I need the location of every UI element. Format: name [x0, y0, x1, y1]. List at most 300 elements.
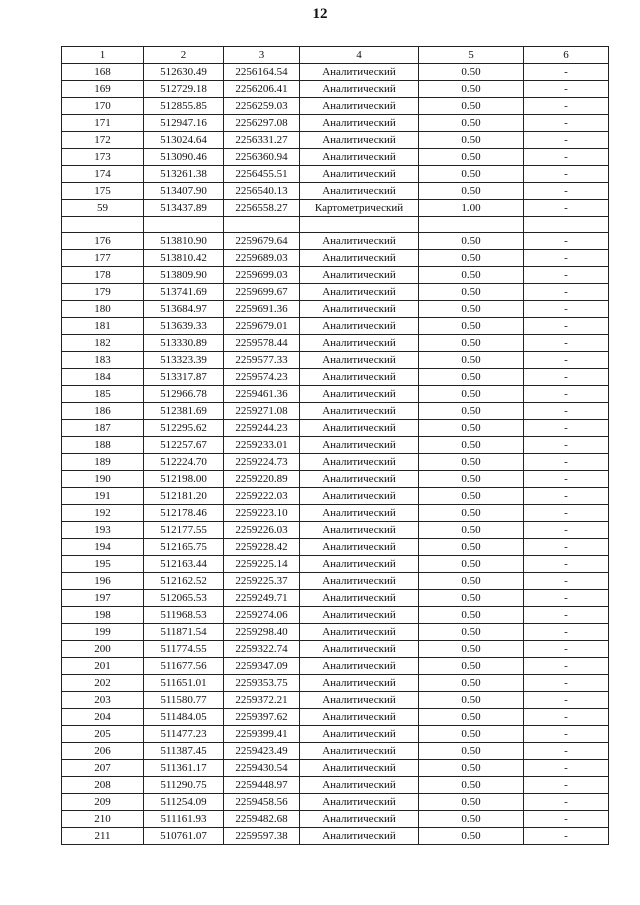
table-row	[62, 233, 609, 250]
table-cell: Аналитический	[300, 115, 419, 132]
table-cell: Аналитический	[300, 658, 419, 675]
table-cell: -	[524, 233, 609, 250]
table-cell	[62, 217, 144, 233]
table-cell: -	[524, 403, 609, 420]
table-cell: Аналитический	[300, 64, 419, 81]
table-cell: 512065.53	[144, 590, 224, 607]
table-cell: Аналитический	[300, 590, 419, 607]
table-cell: Аналитический	[300, 726, 419, 743]
table-cell: 0.50	[419, 318, 524, 335]
table-cell: 2259699.67	[224, 284, 300, 301]
table-cell: 2259228.42	[224, 539, 300, 556]
table-cell: Аналитический	[300, 352, 419, 369]
table-cell: 512257.67	[144, 437, 224, 454]
table-cell: Аналитический	[300, 250, 419, 267]
table-row	[62, 726, 609, 743]
table-cell: -	[524, 573, 609, 590]
table-cell: -	[524, 675, 609, 692]
table-row	[62, 267, 609, 284]
table-cell: 182	[62, 335, 144, 352]
table-cell: -	[524, 760, 609, 777]
table-cell: 0.50	[419, 556, 524, 573]
table-cell: 513810.90	[144, 233, 224, 250]
table-cell: 200	[62, 641, 144, 658]
table-cell: 513090.46	[144, 149, 224, 166]
table-cell: 512630.49	[144, 64, 224, 81]
table-cell: -	[524, 437, 609, 454]
table-row	[62, 437, 609, 454]
table-cell: 513639.33	[144, 318, 224, 335]
table-cell: 0.50	[419, 437, 524, 454]
table-cell: 0.50	[419, 777, 524, 794]
table-cell	[419, 217, 524, 233]
table-cell: 2259222.03	[224, 488, 300, 505]
table-cell: 513407.90	[144, 183, 224, 200]
table-cell: Аналитический	[300, 437, 419, 454]
table-cell: -	[524, 488, 609, 505]
table-cell: -	[524, 709, 609, 726]
table-row	[62, 488, 609, 505]
table-cell: 512163.44	[144, 556, 224, 573]
table-cell: 0.50	[419, 81, 524, 98]
table-cell	[224, 217, 300, 233]
table-cell: 2259224.73	[224, 454, 300, 471]
table-cell: Аналитический	[300, 573, 419, 590]
table-cell: Аналитический	[300, 522, 419, 539]
table-cell: 211	[62, 828, 144, 845]
table-row	[62, 132, 609, 149]
table-cell: 0.50	[419, 607, 524, 624]
table-cell: 512177.55	[144, 522, 224, 539]
table-cell: Аналитический	[300, 284, 419, 301]
table-cell: 513317.87	[144, 369, 224, 386]
table-cell: 2259397.62	[224, 709, 300, 726]
table-cell: -	[524, 267, 609, 284]
table-cell: 0.50	[419, 573, 524, 590]
table-cell: 2259244.23	[224, 420, 300, 437]
table-cell: Аналитический	[300, 183, 419, 200]
table-cell: 0.50	[419, 98, 524, 115]
table-cell: 184	[62, 369, 144, 386]
table-body	[62, 64, 609, 845]
table-cell: 2259372.21	[224, 692, 300, 709]
table-row	[62, 505, 609, 522]
table-cell: -	[524, 200, 609, 217]
table-cell: 0.50	[419, 471, 524, 488]
table-row	[62, 250, 609, 267]
table-row	[62, 811, 609, 828]
table-cell: 511774.55	[144, 641, 224, 658]
table-cell: 188	[62, 437, 144, 454]
table-cell: 513810.42	[144, 250, 224, 267]
table-row	[62, 539, 609, 556]
table-cell: 0.50	[419, 811, 524, 828]
table-cell: 0.50	[419, 301, 524, 318]
table-cell: Аналитический	[300, 471, 419, 488]
table-cell: 0.50	[419, 369, 524, 386]
table-cell: -	[524, 420, 609, 437]
table-row	[62, 420, 609, 437]
table-cell: 0.50	[419, 624, 524, 641]
table-cell: Аналитический	[300, 709, 419, 726]
table-cell: Аналитический	[300, 811, 419, 828]
table-cell: 2259691.36	[224, 301, 300, 318]
table-cell: 2259220.89	[224, 471, 300, 488]
table-cell: 0.50	[419, 166, 524, 183]
table-cell: 0.50	[419, 590, 524, 607]
table-cell: 2259225.37	[224, 573, 300, 590]
table-cell	[524, 217, 609, 233]
table-cell: 512966.78	[144, 386, 224, 403]
table-cell: 511968.53	[144, 607, 224, 624]
table-cell: -	[524, 318, 609, 335]
table-cell: -	[524, 505, 609, 522]
table-cell: 0.50	[419, 709, 524, 726]
table-cell: Аналитический	[300, 149, 419, 166]
table-cell: -	[524, 132, 609, 149]
table-cell: 2259577.33	[224, 352, 300, 369]
table-cell: 189	[62, 454, 144, 471]
table-cell: -	[524, 692, 609, 709]
table-cell: Аналитический	[300, 607, 419, 624]
table-row	[62, 624, 609, 641]
table-cell: 0.50	[419, 352, 524, 369]
table-cell: 512855.85	[144, 98, 224, 115]
table-cell: 512198.00	[144, 471, 224, 488]
table-cell: 511254.09	[144, 794, 224, 811]
table-cell: 0.50	[419, 115, 524, 132]
table-cell: 192	[62, 505, 144, 522]
table-cell: 2259233.01	[224, 437, 300, 454]
table-cell: 0.50	[419, 505, 524, 522]
table-cell: 0.50	[419, 726, 524, 743]
column-header: 2	[144, 47, 224, 64]
table-cell: -	[524, 98, 609, 115]
table-cell: 171	[62, 115, 144, 132]
table-cell: Аналитический	[300, 335, 419, 352]
table-cell: 2256297.08	[224, 115, 300, 132]
table-cell: 173	[62, 149, 144, 166]
table-cell: 207	[62, 760, 144, 777]
table-row	[62, 471, 609, 488]
table-cell: 513024.64	[144, 132, 224, 149]
table-cell: 2259430.54	[224, 760, 300, 777]
table-cell: 512295.62	[144, 420, 224, 437]
table-cell: -	[524, 454, 609, 471]
table-cell: 511161.93	[144, 811, 224, 828]
table-row	[62, 522, 609, 539]
table-row	[62, 149, 609, 166]
table-cell: -	[524, 641, 609, 658]
table-cell: 208	[62, 777, 144, 794]
table-cell: 511677.56	[144, 658, 224, 675]
table-cell: -	[524, 811, 609, 828]
table-cell: 2256259.03	[224, 98, 300, 115]
table-row	[62, 590, 609, 607]
table-cell: -	[524, 624, 609, 641]
table-cell: 177	[62, 250, 144, 267]
table-cell: -	[524, 726, 609, 743]
table-cell: 2259597.38	[224, 828, 300, 845]
table-cell: -	[524, 301, 609, 318]
table-cell: Аналитический	[300, 777, 419, 794]
table-cell: Аналитический	[300, 386, 419, 403]
coordinates-table	[61, 46, 609, 845]
table-cell: Аналитический	[300, 454, 419, 471]
table-cell: 513741.69	[144, 284, 224, 301]
table-cell: 512178.46	[144, 505, 224, 522]
table-cell: -	[524, 64, 609, 81]
table-cell: 0.50	[419, 250, 524, 267]
table-cell: 2259578.44	[224, 335, 300, 352]
table-cell: 0.50	[419, 454, 524, 471]
table-cell: -	[524, 522, 609, 539]
table-cell: 0.50	[419, 641, 524, 658]
table-cell: 186	[62, 403, 144, 420]
table-cell: 512729.18	[144, 81, 224, 98]
table-cell: 198	[62, 607, 144, 624]
table-cell: Картометрический	[300, 200, 419, 217]
table-cell: -	[524, 556, 609, 573]
table-cell: 168	[62, 64, 144, 81]
table-cell: -	[524, 658, 609, 675]
table-header-row	[62, 47, 609, 64]
table-row	[62, 301, 609, 318]
table-row	[62, 709, 609, 726]
table-cell: -	[524, 828, 609, 845]
table-row	[62, 641, 609, 658]
table-cell: 0.50	[419, 149, 524, 166]
table-cell: Аналитический	[300, 539, 419, 556]
table-cell: 2259353.75	[224, 675, 300, 692]
table-cell: 59	[62, 200, 144, 217]
table-cell: 2256206.41	[224, 81, 300, 98]
table-cell: 512181.20	[144, 488, 224, 505]
table-cell: 2259679.01	[224, 318, 300, 335]
table-cell: 2259322.74	[224, 641, 300, 658]
table-cell: 0.50	[419, 64, 524, 81]
table-cell: -	[524, 183, 609, 200]
table-row	[62, 183, 609, 200]
table-cell: -	[524, 777, 609, 794]
table-cell: 2256164.54	[224, 64, 300, 81]
table-row	[62, 64, 609, 81]
table-cell: 183	[62, 352, 144, 369]
table-cell: 511361.17	[144, 760, 224, 777]
table-cell: 206	[62, 743, 144, 760]
table-cell: -	[524, 471, 609, 488]
table-row	[62, 98, 609, 115]
table-cell: 511387.45	[144, 743, 224, 760]
table-row	[62, 115, 609, 132]
table-cell: 2259448.97	[224, 777, 300, 794]
table-cell: 0.50	[419, 488, 524, 505]
table-cell: -	[524, 149, 609, 166]
table-cell: 2259226.03	[224, 522, 300, 539]
table-row	[62, 794, 609, 811]
table-cell: 2256540.13	[224, 183, 300, 200]
table-cell: 179	[62, 284, 144, 301]
table-cell: 512224.70	[144, 454, 224, 471]
table-cell: 512165.75	[144, 539, 224, 556]
table-cell: 2256558.27	[224, 200, 300, 217]
table-cell: Аналитический	[300, 420, 419, 437]
table-row	[62, 403, 609, 420]
table-row	[62, 454, 609, 471]
table-cell: 513437.89	[144, 200, 224, 217]
table-cell: -	[524, 590, 609, 607]
table-cell: 194	[62, 539, 144, 556]
table-cell: 512381.69	[144, 403, 224, 420]
table-row	[62, 166, 609, 183]
table-cell: 0.50	[419, 183, 524, 200]
table-cell: Аналитический	[300, 743, 419, 760]
table-row	[62, 658, 609, 675]
table-cell: 0.50	[419, 675, 524, 692]
table-row	[62, 556, 609, 573]
table-cell: 176	[62, 233, 144, 250]
table-cell: 2256455.51	[224, 166, 300, 183]
table-cell: 195	[62, 556, 144, 573]
table-cell: 513684.97	[144, 301, 224, 318]
table-cell: Аналитический	[300, 318, 419, 335]
table-cell: 0.50	[419, 284, 524, 301]
table-cell: 169	[62, 81, 144, 98]
table-cell: 511484.05	[144, 709, 224, 726]
table-cell: 0.50	[419, 386, 524, 403]
table-cell: 1.00	[419, 200, 524, 217]
table-cell: 510761.07	[144, 828, 224, 845]
table-cell: 2256331.27	[224, 132, 300, 149]
table-cell: 2259458.56	[224, 794, 300, 811]
table-cell: 2259298.40	[224, 624, 300, 641]
table-cell: 178	[62, 267, 144, 284]
table-cell: 174	[62, 166, 144, 183]
table-cell: 204	[62, 709, 144, 726]
table-row	[62, 217, 609, 233]
table-cell: 0.50	[419, 658, 524, 675]
table-row	[62, 369, 609, 386]
table-cell: 513330.89	[144, 335, 224, 352]
table-cell: Аналитический	[300, 98, 419, 115]
table-cell: 197	[62, 590, 144, 607]
table-cell: 2259574.23	[224, 369, 300, 386]
table-cell: 511580.77	[144, 692, 224, 709]
table-cell: 205	[62, 726, 144, 743]
table-cell: -	[524, 81, 609, 98]
table-cell: -	[524, 539, 609, 556]
column-header: 1	[62, 47, 144, 64]
table-row	[62, 335, 609, 352]
table-cell: -	[524, 335, 609, 352]
table-cell: Аналитический	[300, 624, 419, 641]
table-row	[62, 200, 609, 217]
table-cell: Аналитический	[300, 81, 419, 98]
table-cell: 175	[62, 183, 144, 200]
table-cell: Аналитический	[300, 403, 419, 420]
table-cell: 0.50	[419, 743, 524, 760]
table-row	[62, 386, 609, 403]
table-cell: 2259347.09	[224, 658, 300, 675]
table-cell: 2259274.06	[224, 607, 300, 624]
table-cell	[144, 217, 224, 233]
table-cell: 0.50	[419, 760, 524, 777]
column-header: 5	[419, 47, 524, 64]
table-cell: 0.50	[419, 794, 524, 811]
table-cell: 511290.75	[144, 777, 224, 794]
table-cell: -	[524, 352, 609, 369]
table-row	[62, 760, 609, 777]
table-cell: Аналитический	[300, 641, 419, 658]
table-cell: 2259699.03	[224, 267, 300, 284]
table-cell: 2259249.71	[224, 590, 300, 607]
table-cell: 513261.38	[144, 166, 224, 183]
table-cell: 2259689.03	[224, 250, 300, 267]
table-cell: 210	[62, 811, 144, 828]
table-cell: -	[524, 284, 609, 301]
table-cell: 2259223.10	[224, 505, 300, 522]
table-cell: 2259225.14	[224, 556, 300, 573]
table-cell: -	[524, 743, 609, 760]
table-cell: Аналитический	[300, 369, 419, 386]
table-cell: 2259679.64	[224, 233, 300, 250]
table-cell: 199	[62, 624, 144, 641]
table-cell: 185	[62, 386, 144, 403]
table-cell	[300, 217, 419, 233]
table-cell: -	[524, 250, 609, 267]
table-row	[62, 573, 609, 590]
table-cell: Аналитический	[300, 505, 419, 522]
table-cell: -	[524, 794, 609, 811]
table-cell: 511477.23	[144, 726, 224, 743]
table-cell: 191	[62, 488, 144, 505]
table-cell: 511871.54	[144, 624, 224, 641]
table-cell: 203	[62, 692, 144, 709]
table-cell: 2259399.41	[224, 726, 300, 743]
table-row	[62, 81, 609, 98]
table-cell: Аналитический	[300, 760, 419, 777]
table-row	[62, 607, 609, 624]
table-row	[62, 777, 609, 794]
table-cell: 0.50	[419, 539, 524, 556]
table-cell: 193	[62, 522, 144, 539]
table-cell: 0.50	[419, 522, 524, 539]
table-cell: 2259461.36	[224, 386, 300, 403]
table-cell: 511651.01	[144, 675, 224, 692]
table-cell: 172	[62, 132, 144, 149]
table-cell: -	[524, 607, 609, 624]
table-cell: 2259482.68	[224, 811, 300, 828]
table-cell: 0.50	[419, 132, 524, 149]
column-header: 3	[224, 47, 300, 64]
table-row	[62, 743, 609, 760]
table-cell: 0.50	[419, 692, 524, 709]
table-cell: 0.50	[419, 335, 524, 352]
table-cell: 513323.39	[144, 352, 224, 369]
table-cell: 512947.16	[144, 115, 224, 132]
table-cell: 202	[62, 675, 144, 692]
table-cell: Аналитический	[300, 166, 419, 183]
table-cell: -	[524, 166, 609, 183]
table-cell: Аналитический	[300, 556, 419, 573]
table-cell: Аналитический	[300, 828, 419, 845]
table-cell: 180	[62, 301, 144, 318]
table-cell: 2256360.94	[224, 149, 300, 166]
table-cell: 0.50	[419, 267, 524, 284]
column-header: 6	[524, 47, 609, 64]
table-cell: 209	[62, 794, 144, 811]
table-cell: 2259423.49	[224, 743, 300, 760]
